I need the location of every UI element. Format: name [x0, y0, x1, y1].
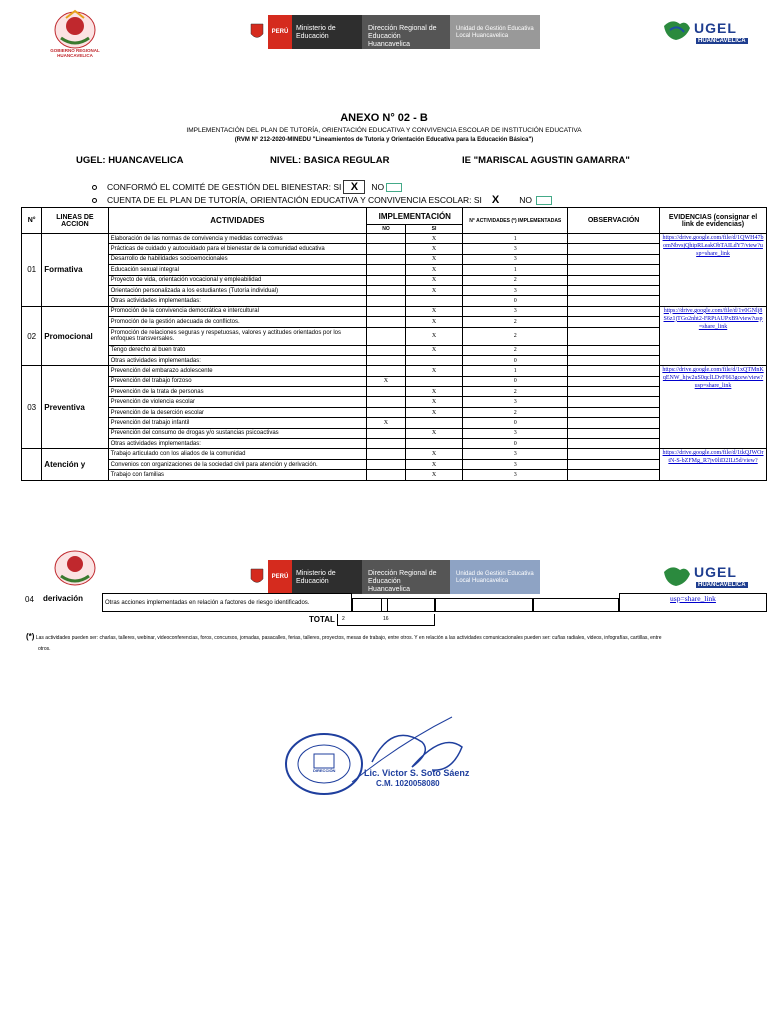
implementation-si-cell[interactable] [405, 439, 463, 449]
activity-cell: Elaboración de las normas de convivencia y medidas correctivas [108, 234, 367, 244]
activity-cell: Convenios con organizaciones de la sociedad civil para atención y derivación. [108, 459, 367, 469]
signer-name: Lic. Victor S. Soto Sáenz [364, 768, 470, 778]
observation-cell[interactable] [568, 306, 660, 316]
implementation-no-cell[interactable] [367, 285, 405, 295]
activity-cell: Otras actividades implementadas: [108, 296, 367, 306]
total-label: TOTAL [309, 615, 335, 624]
table-row [22, 407, 767, 417]
implementation-no-cell[interactable] [367, 459, 405, 469]
line-number-04: 04 [25, 595, 34, 604]
implementation-si-cell[interactable]: X [405, 327, 463, 345]
activity-cell: Prevención del trabajo infantil [108, 418, 367, 428]
minedu-banner [246, 15, 540, 49]
table-row [22, 345, 767, 355]
ugel-logo-text: UGEL [694, 20, 737, 36]
activities-count-cell[interactable]: 3 [463, 244, 568, 254]
check-plan-si-mark[interactable]: X [491, 194, 500, 206]
observation-cell[interactable] [568, 397, 660, 407]
line-number: 02 [22, 306, 42, 366]
activities-count-cell[interactable]: 1 [463, 265, 568, 275]
implementation-no-cell[interactable] [367, 317, 405, 327]
implementation-no-cell[interactable]: X [367, 418, 405, 428]
direccion-label: Dirección Regional de Educación Huancavelica [362, 15, 450, 49]
footnote-mark: (*) [26, 632, 35, 641]
observation-cell[interactable] [568, 407, 660, 417]
table-row [22, 428, 767, 438]
implementation-si-cell[interactable]: X [405, 470, 463, 480]
implementation-si-cell[interactable]: X [405, 234, 463, 244]
ministerio-label: Ministerio de Educación [292, 560, 362, 594]
implementation-no-cell[interactable] [367, 296, 405, 306]
activity-cell: Prevención de la trata de personas [108, 387, 367, 397]
implementation-no-cell[interactable] [367, 275, 405, 285]
check-comite [92, 180, 402, 194]
implementation-no-cell[interactable] [367, 470, 405, 480]
col-header-actividades: ACTIVIDADES [108, 208, 367, 234]
footnote-text: Las actividades pueden ser: charlas, talleres, webinar, videoconferencias, foros, concursos, jornadas, pasacalles, ferias, talleres, proyectos, mesas de trabajo, entre otros. Y en relación a las actividades comunicacionales pueden ser: cuñas radiales, videos, infografías, cartillas, entre [35, 635, 662, 641]
ugel-logo-text: UGEL [694, 564, 737, 580]
peru-crest-icon [246, 560, 268, 594]
document-title: ANEXO N° 02 - B [340, 112, 428, 124]
col-header-n: N° [22, 208, 42, 234]
activity-cell: Prevención de violencia escolar [108, 397, 367, 407]
observation-cell[interactable] [568, 275, 660, 285]
observation-cell[interactable] [568, 345, 660, 355]
implementation-no-cell[interactable] [367, 387, 405, 397]
observation-cell[interactable] [568, 449, 660, 459]
activities-count-cell[interactable]: 3 [463, 459, 568, 469]
table-row [22, 376, 767, 386]
implementation-si-cell[interactable] [405, 355, 463, 365]
col-header-implementacion: IMPLEMENTACIÓN [367, 208, 463, 225]
line-number [22, 449, 42, 480]
footnote [26, 631, 726, 655]
table-row [22, 285, 767, 295]
direccion-label: Dirección Regional de Educación Huancavelica [362, 560, 450, 594]
implementation-no-cell[interactable] [367, 265, 405, 275]
table-row [22, 254, 767, 264]
implementation-si-cell[interactable] [405, 376, 463, 386]
check-comite-si-box[interactable]: X [343, 180, 365, 194]
implementation-no-cell[interactable]: X [367, 376, 405, 386]
implementation-si-cell[interactable]: X [405, 254, 463, 264]
observation-cell[interactable] [568, 285, 660, 295]
activities-count-cell[interactable]: 3 [463, 285, 568, 295]
cell-n [435, 598, 533, 612]
line-number: 01 [22, 234, 42, 307]
ministerio-label: Ministerio de Educación [292, 15, 362, 49]
implementation-si-cell[interactable]: X [405, 244, 463, 254]
implementation-si-cell[interactable]: X [405, 449, 463, 459]
document-subtitle: IMPLEMENTACIÓN DEL PLAN DE TUTORÍA, ORIENTACIÓN EDUCATIVA Y CONVIVENCIA ESCOLAR DE INSTITUCIÓN EDUCATIVA [186, 127, 582, 134]
table-continuation [21, 593, 767, 628]
table-row [22, 355, 767, 365]
table-row [22, 306, 767, 316]
col-header-n-actividades: N° ACTIVIDADES (*) IMPLEMENTADAS [463, 208, 568, 234]
ie-info: IE "MARISCAL AGUSTIN GAMARRA" [462, 155, 630, 166]
implementation-no-cell[interactable] [367, 439, 405, 449]
observation-cell[interactable] [568, 428, 660, 438]
unidad-label: Unidad de Gestión Educativa Local Huancavelica [450, 15, 540, 49]
check-comite-no-label: NO [371, 182, 385, 192]
observation-cell[interactable] [568, 265, 660, 275]
implementation-si-cell[interactable]: X [405, 306, 463, 316]
implementation-si-cell[interactable]: X [405, 459, 463, 469]
activity-cell: Trabajo con familias [108, 470, 367, 480]
peru-label: PERÚ [268, 15, 292, 49]
col-header-observacion: OBSERVACIÓN [568, 208, 660, 234]
minedu-banner [246, 560, 540, 594]
peru-crest-icon [246, 15, 268, 49]
evidence-link[interactable]: https://drive.google.com/file/d/1QWH47bomNbvsjQhipRLeakObTAILdY7/view?usp=share_link [660, 234, 767, 307]
ugel-info: UGEL: HUANCAVELICA [76, 155, 184, 166]
cell-si [381, 598, 435, 612]
total-no-value: 2 [342, 616, 345, 622]
activities-count-cell[interactable]: 3 [463, 428, 568, 438]
table-row [22, 449, 767, 459]
implementation-si-cell[interactable] [405, 418, 463, 428]
line-name: Promocional [42, 306, 108, 366]
activities-count-cell[interactable]: 0 [463, 418, 568, 428]
implementation-si-cell[interactable]: X [405, 366, 463, 376]
col-header-evidencias: EVIDENCIAS (consignar el link de evidencias) [660, 208, 767, 234]
implementation-no-cell[interactable] [367, 306, 405, 316]
cell-observacion [533, 598, 619, 612]
observation-cell[interactable] [568, 327, 660, 345]
implementation-no-cell[interactable] [367, 244, 405, 254]
activities-count-cell[interactable]: 1 [463, 234, 568, 244]
implementation-no-cell[interactable] [367, 449, 405, 459]
table-row [22, 366, 767, 376]
document-reference: (RVM N° 212-2020-MINEDU "Lineamientos de Tutoría y Orientación Educativa para la Educación Básica") [234, 137, 534, 143]
check-comite-text: CONFORMÓ EL COMITÉ DE GESTIÓN DEL BIENESTAR: SI [107, 182, 342, 192]
check-plan [92, 194, 552, 206]
observation-cell[interactable] [568, 418, 660, 428]
observation-cell[interactable] [568, 459, 660, 469]
line-number: 03 [22, 366, 42, 449]
activity-cell: Otras actividades implementadas: [108, 355, 367, 365]
activity-cell: Educación sexual integral [108, 265, 367, 275]
activities-count-cell[interactable]: 2 [463, 275, 568, 285]
col-header-no: NO [367, 225, 405, 234]
ugel-logo [660, 16, 758, 50]
peru-label: PERÚ [268, 560, 292, 594]
table-row [22, 265, 767, 275]
activities-count-cell[interactable]: 0 [463, 355, 568, 365]
stamp-text: DIRECCIÓN [313, 768, 336, 773]
line-name: Atención y [42, 449, 108, 480]
observation-cell[interactable] [568, 234, 660, 244]
col-header-lineas: LINEAS DE ACCION [42, 208, 108, 234]
table-row [22, 317, 767, 327]
nivel-info: NIVEL: BASICA REGULAR [270, 155, 390, 166]
check-plan-text: CUENTA DE EL PLAN DE TUTORÍA, ORIENTACIÓN EDUCATIVA Y CONVIVENCIA ESCOLAR: SI [107, 195, 482, 205]
observation-cell[interactable] [568, 366, 660, 376]
observation-cell[interactable] [568, 470, 660, 480]
activities-count-cell[interactable]: 3 [463, 306, 568, 316]
implementation-si-cell[interactable] [405, 296, 463, 306]
line-name: Formativa [42, 234, 108, 307]
table-row [22, 234, 767, 244]
activity-cell: Trabajo articulado con los aliados de la comunidad [108, 449, 367, 459]
bullet-icon [92, 185, 97, 190]
signer-cm: C.M. 1020058080 [376, 779, 440, 788]
implementation-si-cell[interactable]: X [405, 407, 463, 417]
activities-count-cell[interactable]: 0 [463, 376, 568, 386]
col-header-si: SI [405, 225, 463, 234]
activity-cell: Tengo derecho al buen trato [108, 345, 367, 355]
implementation-si-cell[interactable]: X [405, 345, 463, 355]
activity-cell: Promoción de la gestión adecuada de conflictos. [108, 317, 367, 327]
activity-cell: Prevención del consumo de drogas y/o sustancias psicoactivas [108, 428, 367, 438]
table-row [22, 275, 767, 285]
evidence-link[interactable]: https://drive.google.com/file/d/1xQTMnKqENW_hjw2uS0qclLDvF663gcew/view?usp=share_link [660, 366, 767, 449]
implementation-si-cell[interactable]: X [405, 275, 463, 285]
gobierno-regional-text: GOBIERNO REGIONAL HUANCAVELICA [50, 48, 100, 58]
implementation-no-cell[interactable] [367, 355, 405, 365]
table-header-row [22, 208, 767, 225]
observation-cell[interactable] [568, 254, 660, 264]
evidence-link[interactable]: https://drive.google.com/file/d/1tkQJWOrtN-S-bZFMg_R7jv0liD2ILt5d/view? [660, 449, 767, 480]
activity-otras-acciones: Otras acciones implementadas en relación a factores de riesgo identificados. [102, 593, 352, 612]
activities-count-cell[interactable]: 3 [463, 254, 568, 264]
activities-count-cell[interactable]: 3 [463, 449, 568, 459]
total-cell [337, 614, 435, 626]
implementation-no-cell[interactable] [367, 366, 405, 376]
observation-cell[interactable] [568, 355, 660, 365]
observation-cell[interactable] [568, 387, 660, 397]
activity-cell: Prevención de la deserción escolar [108, 407, 367, 417]
activities-count-cell[interactable]: 1 [463, 366, 568, 376]
activity-cell: Promoción de relaciones seguras y respetuosas, valores y actitudes orientados por los enfoques transversales. [108, 327, 367, 345]
observation-cell[interactable] [568, 439, 660, 449]
activity-cell: Prácticas de cuidado y autocuidado para el bienestar de la comunidad educativa [108, 244, 367, 254]
implementation-si-cell[interactable]: X [405, 428, 463, 438]
gobierno-regional-logo [46, 8, 104, 62]
table-row [22, 327, 767, 345]
footnote-text-2: otros. [38, 646, 51, 652]
table-row [22, 387, 767, 397]
observation-cell[interactable] [568, 244, 660, 254]
implementation-no-cell[interactable] [367, 254, 405, 264]
table-row [22, 470, 767, 480]
line-name: Preventiva [42, 366, 108, 449]
table-row [22, 418, 767, 428]
table-row [22, 459, 767, 469]
line-name-derivacion: derivación [43, 594, 84, 603]
activity-cell: Prevención del embarazo adolescente [108, 366, 367, 376]
activities-count-cell[interactable]: 2 [463, 327, 568, 345]
activities-count-cell[interactable]: 3 [463, 470, 568, 480]
evidence-link-04-end[interactable]: usp=share_link [619, 593, 767, 612]
implementation-no-cell[interactable] [367, 428, 405, 438]
activities-count-cell[interactable]: 3 [463, 397, 568, 407]
implementation-si-cell[interactable]: X [405, 387, 463, 397]
activity-cell: Otras actividades implementadas: [108, 439, 367, 449]
evidence-link[interactable]: https://drive.google.com/file/d/1v0GNlj8S6z1jTGo2nht2-FRPtAUPxB9/view?usp=share_link [660, 306, 767, 366]
ugel-logo [660, 562, 758, 592]
implementation-si-cell[interactable]: X [405, 285, 463, 295]
unidad-label: Unidad de Gestión Educativa Local Huancavelica [450, 560, 540, 594]
activity-cell: Desarrollo de habilidades socioemocionales [108, 254, 367, 264]
activities-count-cell[interactable]: 0 [463, 439, 568, 449]
implementation-si-cell[interactable]: X [405, 265, 463, 275]
observation-cell[interactable] [568, 376, 660, 386]
table-row [22, 296, 767, 306]
activity-cell: Proyecto de vida, orientación vocacional y empleabilidad [108, 275, 367, 285]
table-row [22, 244, 767, 254]
bullet-icon [92, 198, 97, 203]
implementation-si-cell[interactable]: X [405, 317, 463, 327]
activities-count-cell[interactable]: 2 [463, 345, 568, 355]
activities-count-cell[interactable]: 2 [463, 387, 568, 397]
implementation-si-cell[interactable]: X [405, 397, 463, 407]
ugel-logo-sub: HUANCAVELICA [698, 38, 746, 44]
activities-count-cell[interactable]: 0 [463, 296, 568, 306]
implementation-no-cell[interactable] [367, 407, 405, 417]
implementation-no-cell[interactable] [367, 397, 405, 407]
total-si-value: 16 [383, 616, 389, 622]
implementation-no-cell[interactable] [367, 345, 405, 355]
check-plan-no-box[interactable] [536, 196, 552, 205]
signature-stamp [282, 712, 502, 802]
observation-cell[interactable] [568, 317, 660, 327]
observation-cell[interactable] [568, 296, 660, 306]
activity-cell: Promoción de la convivencia democrática e intercultural [108, 306, 367, 316]
activity-cell: Prevención del trabajo forzoso [108, 376, 367, 386]
check-plan-no-label: NO [519, 195, 532, 205]
activities-count-cell[interactable]: 2 [463, 407, 568, 417]
implementation-no-cell[interactable] [367, 234, 405, 244]
ugel-logo-sub: HUANCAVELICA [698, 582, 746, 588]
check-comite-no-box[interactable] [386, 183, 402, 192]
table-row [22, 439, 767, 449]
table-row [22, 397, 767, 407]
implementation-table [21, 207, 767, 481]
activity-cell: Orientación personalizada a los estudiantes (Tutoría individual) [108, 285, 367, 295]
activities-count-cell[interactable]: 2 [463, 317, 568, 327]
implementation-no-cell[interactable] [367, 327, 405, 345]
